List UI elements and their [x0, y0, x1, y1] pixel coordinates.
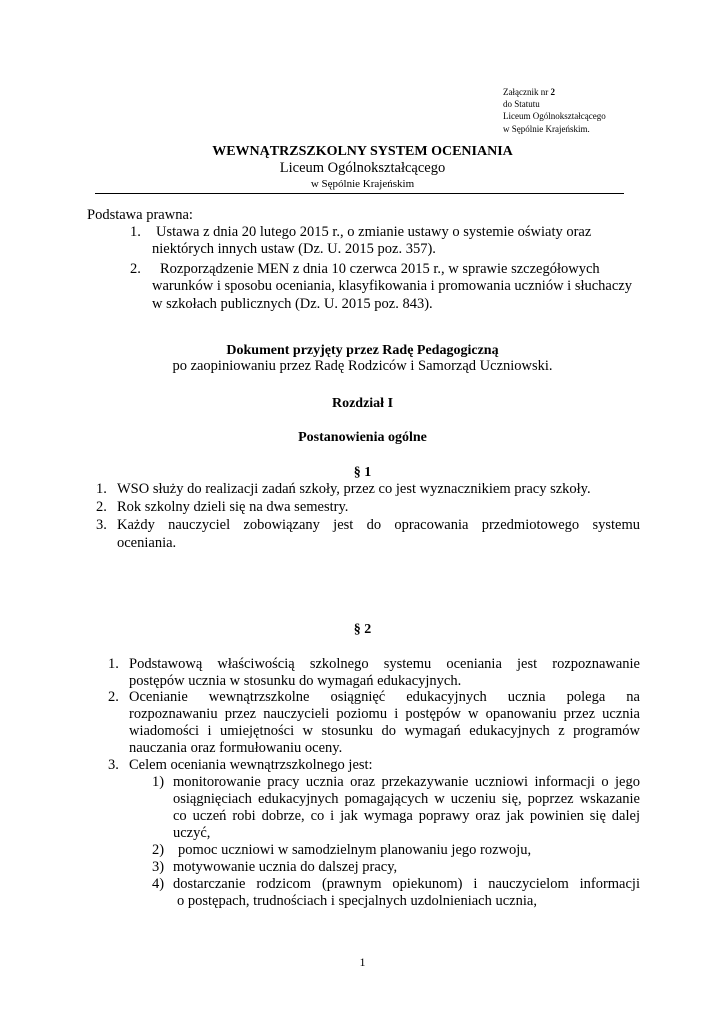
header-divider — [95, 193, 624, 194]
objective-text: pomoc uczniowi w samodzielnym planowaniu jego rozwoju, — [178, 842, 532, 858]
objective-text: motywowanie ucznia do dalszej pracy, — [173, 859, 398, 875]
section-2-item-number: 3. — [108, 757, 119, 773]
section-2-item-text: Ocenianie wewnątrzszkolne osiągnięć edukacyjnych ucznia polega na — [129, 689, 640, 705]
legal-item-text: Ustawa z dnia 20 lutego 2015 r., o zmianie ustawy o systemie oświaty oraz — [156, 224, 592, 240]
section-2-item-number: 2. — [108, 689, 119, 705]
legal-item-text: niektórych innych ustaw (Dz. U. 2015 poz. 357). — [152, 241, 436, 257]
section-1-item-number: 3. — [96, 517, 107, 533]
document-subtitle: Liceum Ogólnokształcącego — [279, 160, 446, 176]
document-location: w Sępólnie Krajeńskim — [310, 178, 415, 190]
legal-item-number: 1. — [130, 224, 141, 240]
section-1-item-text: Każdy nauczyciel zobowiązany jest do opracowania przedmiotowego systemu — [117, 517, 640, 533]
objective-text: co uczeń robi dobrze, co i jak wymaga poprawy oraz jak powinien się dalej — [173, 808, 640, 824]
objective-number: 2) — [152, 842, 165, 858]
annex-line2: do Statutu — [503, 99, 540, 110]
annex-line3: Liceum Ogólnokształcącego — [503, 111, 606, 122]
section-2-item-text: Celem oceniania wewnątrzszkolnego jest: — [129, 757, 373, 773]
annex-number: 2 — [550, 87, 555, 97]
adoption-note: po zaopiniowaniu przez Radę Rodziców i Samorząd Uczniowski. — [172, 358, 553, 374]
legal-item-text: Rozporządzenie MEN z dnia 10 czerwca 2015 r., w sprawie szczegółowych — [160, 261, 600, 277]
legal-item-number: 2. — [130, 261, 141, 277]
document-title: WEWNĄTRZSZKOLNY SYSTEM OCENIANIA — [212, 144, 513, 159]
section-1-item-number: 2. — [96, 499, 107, 515]
section-1-item-number: 1. — [96, 481, 107, 497]
objective-text: osiągnięciach edukacyjnych pomagających w uczeniu się, poprzez wskazanie — [173, 791, 640, 807]
legal-item-text: w szkołach publicznych (Dz. U. 2015 poz. 843). — [152, 296, 433, 312]
section-1-item-text: WSO służy do realizacji zadań szkoły, przez co jest wyznacznikiem pracy szkoły. — [117, 481, 591, 497]
section-1-item-text: Rok szkolny dzieli się na dwa semestry. — [117, 499, 349, 515]
section-2-item-text: rozpoznawaniu przez nauczycieli poziomu i postępów w opanowaniu przez ucznia — [129, 706, 640, 722]
chapter-title: Rozdział I — [331, 396, 394, 411]
section-2-symbol: § 2 — [353, 622, 372, 637]
section-1-item-text: oceniania. — [117, 535, 177, 551]
section-2-item-text: Podstawową właściwością szkolnego systemu oceniania jest rozpoznawanie — [129, 656, 640, 672]
annex-line4: w Sępólnie Krajeńskim. — [503, 123, 590, 134]
section-2-item-text: nauczania oraz formułowaniu oceny. — [129, 740, 343, 756]
objective-text: dostarczanie rodzicom (prawnym opiekunom) i nauczycielom informacji — [173, 876, 640, 892]
objective-text: monitorowanie pracy ucznia oraz przekazywanie uczniowi informacji o jego — [173, 774, 640, 790]
section-1-symbol: § 1 — [353, 465, 372, 480]
objective-number: 3) — [152, 859, 165, 875]
legal-item-text: warunków i sposobu oceniania, klasyfikowania i promowania uczniów i słuchaczy — [152, 278, 632, 294]
section-2-item-number: 1. — [108, 656, 119, 672]
page-number: 1 — [359, 955, 366, 969]
chapter-subtitle: Postanowienia ogólne — [298, 430, 427, 445]
objective-text: o postępach, trudnościach i specjalnych uzdolnieniach ucznia, — [177, 893, 537, 909]
annex-line1-prefix: Załącznik nr — [503, 87, 551, 97]
section-2-item-text: postępów ucznia w stosunku do wymagań edukacyjnych. — [129, 673, 462, 689]
objective-number: 1) — [152, 774, 165, 790]
section-2-item-text: wiadomości i umiejętności w stosunku do wymagań edukacyjnych z programów — [129, 723, 640, 739]
objective-text: uczyć, — [173, 825, 211, 841]
annex-note — [503, 86, 606, 135]
adoption-title: Dokument przyjęty przez Radę Pedagogiczną — [226, 343, 499, 358]
legal-basis-label: Podstawa prawna: — [87, 207, 193, 223]
objective-number: 4) — [152, 876, 165, 892]
